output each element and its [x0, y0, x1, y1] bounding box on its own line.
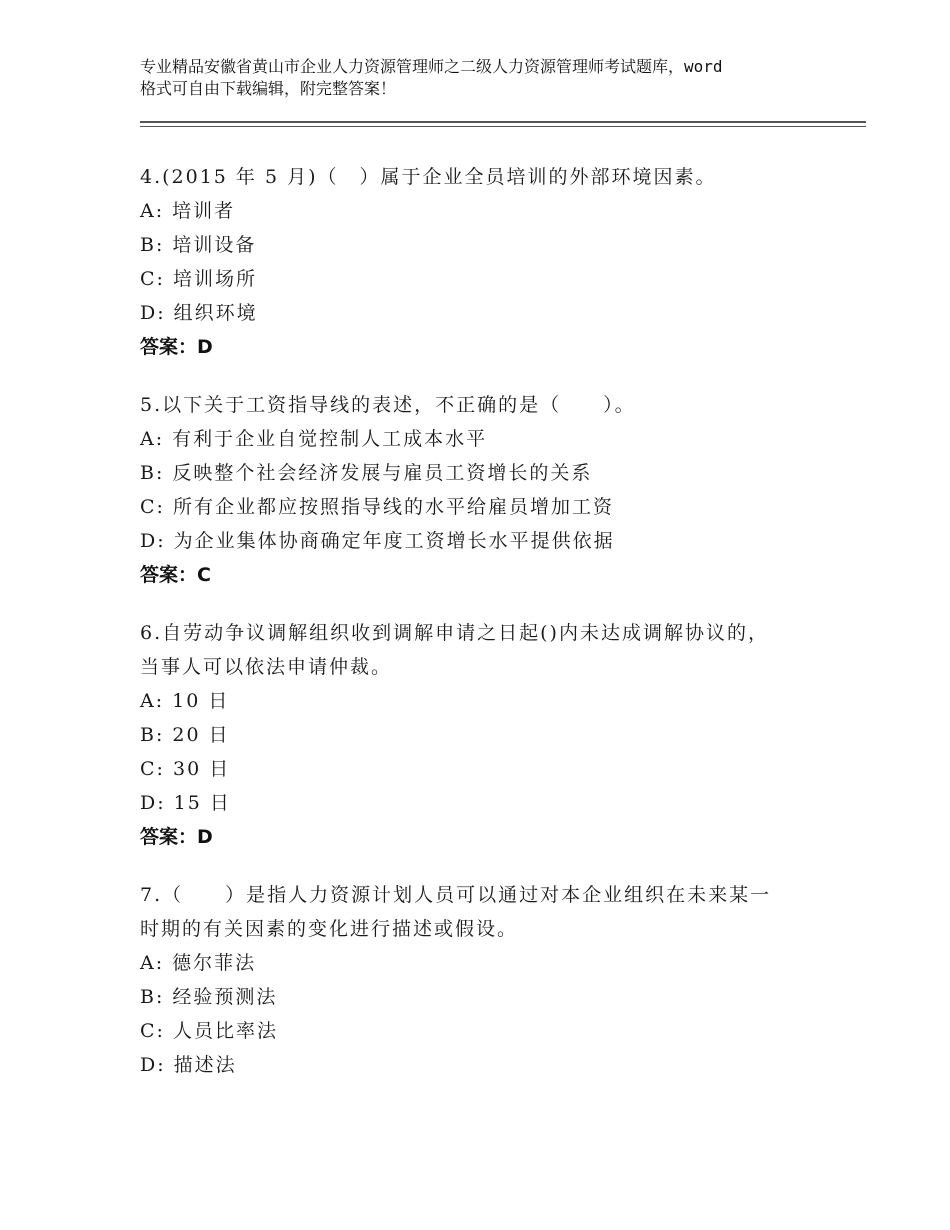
header-divider-top: [140, 121, 866, 123]
document-header: [140, 56, 840, 100]
header-title-line-2: 格式可自由下载编辑，附完整答案！: [140, 79, 397, 98]
option-c: C: 30 日: [140, 758, 231, 780]
option-d: D: 组织环境: [140, 302, 258, 324]
option-d: D: 为企业集体协商确定年度工资增长水平提供依据: [140, 530, 615, 552]
option-c: C: 培训场所: [140, 268, 257, 290]
answer-label: 答案：D: [140, 336, 213, 358]
question-5: [140, 388, 820, 592]
option-a: A: 培训者: [140, 200, 236, 222]
option-d: D: 15 日: [140, 792, 231, 814]
header-title-line-1: 专业精品安徽省黄山市企业人力资源管理师之二级人力资源管理师考试题库，word: [140, 57, 723, 76]
option-b: B: 20 日: [140, 724, 230, 746]
question-7: [140, 878, 820, 1082]
question-list: [140, 160, 820, 1106]
option-d: D: 描述法: [140, 1054, 237, 1076]
answer-label: 答案：C: [140, 564, 211, 586]
question-stem: 5.以下关于工资指导线的表述，不正确的是（ ）。: [140, 394, 636, 416]
question-stem-line-2: 当事人可以依法申请仲裁。: [140, 656, 393, 678]
option-c: C: 人员比率法: [140, 1020, 278, 1042]
answer-label: 答案：D: [140, 826, 213, 848]
option-b: B: 经验预测法: [140, 986, 278, 1008]
question-4: [140, 160, 820, 364]
question-6: [140, 616, 820, 854]
option-a: A: 有利于企业自觉控制人工成本水平: [140, 428, 488, 450]
option-c: C: 所有企业都应按照指导线的水平给雇员增加工资: [140, 496, 614, 518]
question-stem-line-1: 7.（ ）是指人力资源计划人员可以通过对本企业组织在未来某一: [140, 884, 772, 906]
option-b: B: 反映整个社会经济发展与雇员工资增长的关系: [140, 462, 593, 484]
question-stem: 4.(2015 年 5 月)（ ）属于企业全员培训的外部环境因素。: [140, 166, 717, 188]
option-b: B: 培训设备: [140, 234, 257, 256]
header-divider-bottom: [140, 126, 866, 127]
option-a: A: 德尔菲法: [140, 952, 257, 974]
option-a: A: 10 日: [140, 690, 230, 712]
question-stem-line-2: 时期的有关因素的变化进行描述或假设。: [140, 918, 519, 940]
question-stem-line-1: 6.自劳动争议调解组织收到调解申请之日起()内未达成调解协议的，: [140, 622, 769, 644]
